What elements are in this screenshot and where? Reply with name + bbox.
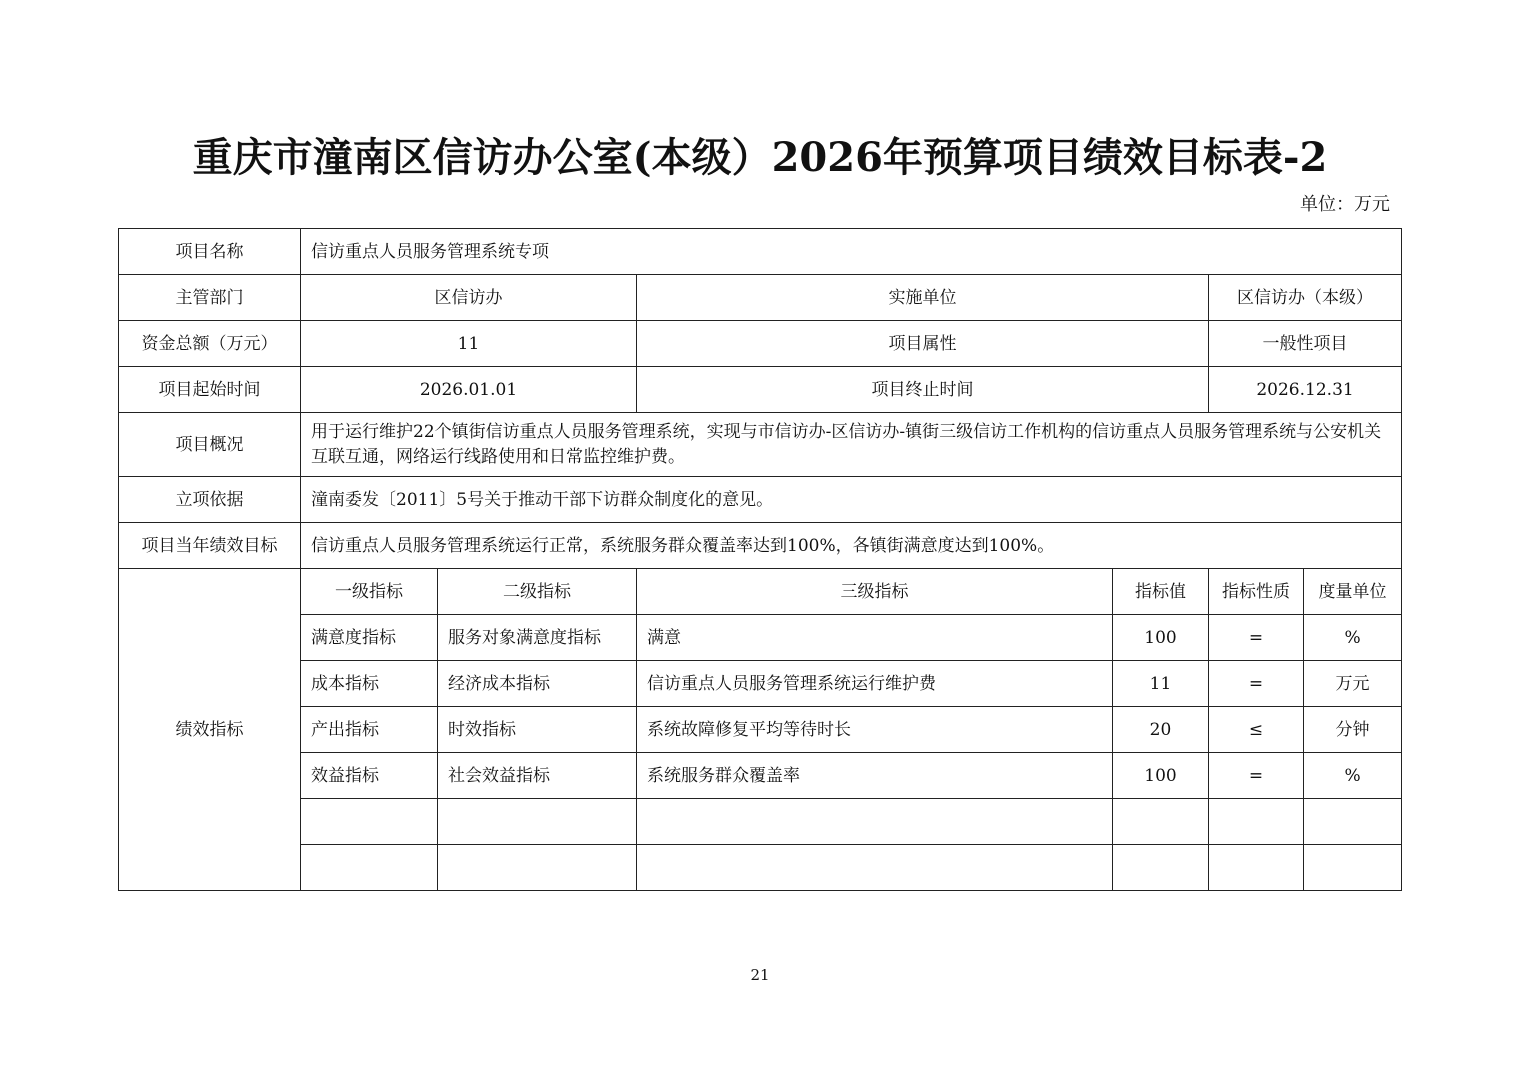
level2-cell: 服务对象满意度指标 — [438, 615, 637, 661]
basis-value: 潼南委发〔2011〕5号关于推动干部下访群众制度化的意见。 — [301, 477, 1402, 523]
row-goal — [119, 523, 1402, 569]
level1-cell: 成本指标 — [301, 661, 438, 707]
dept-label: 主管部门 — [119, 275, 301, 321]
attr-value: 一般性项目 — [1209, 321, 1402, 367]
nature-cell — [1209, 845, 1304, 891]
basis-label: 立项依据 — [119, 477, 301, 523]
level1-cell — [301, 799, 438, 845]
level3-cell: 满意 — [637, 615, 1113, 661]
level2-cell — [438, 799, 637, 845]
value-cell: 20 — [1113, 707, 1209, 753]
value-cell: 11 — [1113, 661, 1209, 707]
performance-target-table — [118, 228, 1402, 891]
table-row — [119, 661, 1402, 707]
value-cell — [1113, 845, 1209, 891]
nature-cell — [1209, 799, 1304, 845]
overview-label: 项目概况 — [119, 413, 301, 477]
unit-cell: % — [1304, 615, 1402, 661]
table-row — [119, 615, 1402, 661]
overview-value: 用于运行维护22个镇街信访重点人员服务管理系统，实现与市信访办-区信访办-镇街三级信访工作机构的信访重点人员服务管理系统与公安机关互联互通，网络运行线路使用和日常监控维护费。 — [301, 413, 1402, 477]
goal-value: 信访重点人员服务管理系统运行正常，系统服务群众覆盖率达到100%，各镇街满意度达到100%。 — [301, 523, 1402, 569]
level1-cell: 产出指标 — [301, 707, 438, 753]
dept-value: 区信访办 — [301, 275, 637, 321]
indicators-section-label: 绩效指标 — [119, 569, 301, 891]
unit-cell: 万元 — [1304, 661, 1402, 707]
value-cell: 100 — [1113, 615, 1209, 661]
table-row — [119, 753, 1402, 799]
header-level3: 三级指标 — [637, 569, 1113, 615]
row-project-name — [119, 229, 1402, 275]
level3-cell: 信访重点人员服务管理系统运行维护费 — [637, 661, 1113, 707]
level3-cell: 系统故障修复平均等待时长 — [637, 707, 1113, 753]
project-name-value: 信访重点人员服务管理系统专项 — [301, 229, 1402, 275]
row-dates — [119, 367, 1402, 413]
unit-label: 单位：万元 — [1300, 194, 1390, 215]
header-unit: 度量单位 — [1304, 569, 1402, 615]
end-value: 2026.12.31 — [1209, 367, 1402, 413]
level2-cell: 社会效益指标 — [438, 753, 637, 799]
nature-cell: = — [1209, 661, 1304, 707]
unit-cell — [1304, 799, 1402, 845]
project-name-label: 项目名称 — [119, 229, 301, 275]
level3-cell: 系统服务群众覆盖率 — [637, 753, 1113, 799]
unit-cell: 分钟 — [1304, 707, 1402, 753]
level1-cell — [301, 845, 438, 891]
level1-cell: 满意度指标 — [301, 615, 438, 661]
page-number: 21 — [750, 966, 770, 984]
nature-cell: = — [1209, 615, 1304, 661]
header-level2: 二级指标 — [438, 569, 637, 615]
value-cell — [1113, 799, 1209, 845]
header-nature: 指标性质 — [1209, 569, 1304, 615]
value-cell: 100 — [1113, 753, 1209, 799]
level2-cell: 时效指标 — [438, 707, 637, 753]
table-row — [119, 707, 1402, 753]
unit-cell — [1304, 845, 1402, 891]
level3-cell — [637, 799, 1113, 845]
fund-value: 11 — [301, 321, 637, 367]
nature-cell: ≤ — [1209, 707, 1304, 753]
fund-label: 资金总额（万元） — [119, 321, 301, 367]
level2-cell: 经济成本指标 — [438, 661, 637, 707]
attr-label: 项目属性 — [637, 321, 1209, 367]
table-row — [119, 799, 1402, 845]
level2-cell — [438, 845, 637, 891]
row-overview — [119, 413, 1402, 477]
impl-value: 区信访办（本级） — [1209, 275, 1402, 321]
header-level1: 一级指标 — [301, 569, 438, 615]
row-basis — [119, 477, 1402, 523]
unit-cell: % — [1304, 753, 1402, 799]
row-fund — [119, 321, 1402, 367]
end-label: 项目终止时间 — [637, 367, 1209, 413]
level3-cell — [637, 845, 1113, 891]
table-row — [119, 845, 1402, 891]
nature-cell: = — [1209, 753, 1304, 799]
start-label: 项目起始时间 — [119, 367, 301, 413]
impl-label: 实施单位 — [637, 275, 1209, 321]
row-department — [119, 275, 1402, 321]
goal-label: 项目当年绩效目标 — [119, 523, 301, 569]
header-value: 指标值 — [1113, 569, 1209, 615]
level1-cell: 效益指标 — [301, 753, 438, 799]
indicator-header-row — [119, 569, 1402, 615]
page-title: 重庆市潼南区信访办公室(本级）2026年预算项目绩效目标表-2 — [192, 134, 1328, 181]
start-value: 2026.01.01 — [301, 367, 637, 413]
